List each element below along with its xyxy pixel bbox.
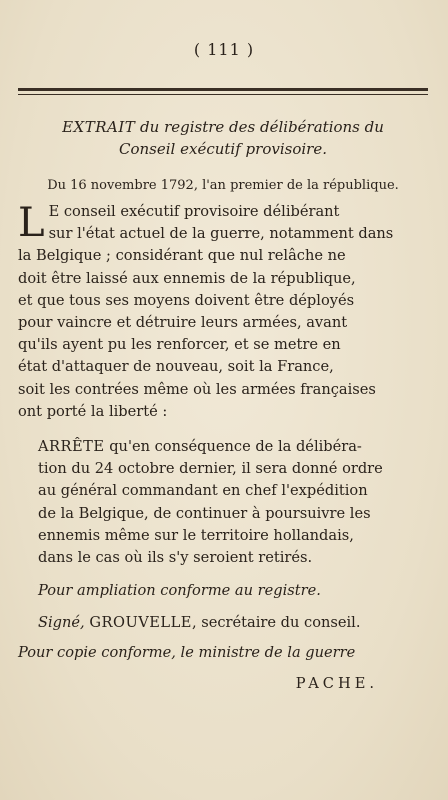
text-line-first [18, 436, 428, 458]
text-line: qu'ils ayent pu les renforcer, et se metre en [18, 336, 341, 354]
heading-line1: du registre des délibérations du [135, 118, 384, 136]
ampliation-line: Pour ampliation conforme au registre. [38, 582, 321, 599]
text-line: pour vaincre et détruire leurs armées, avant [18, 314, 348, 332]
copie-line: Pour copie conforme, le ministre de la guerre [18, 644, 356, 661]
text-line: au général commandant en chef l'expédition [38, 482, 368, 500]
text-line: et que tous ses moyens doivent être déployés [18, 291, 355, 309]
text-line: ont porté la liberté : [18, 402, 168, 420]
extract-heading [18, 116, 428, 160]
header-rule-thick [18, 88, 428, 91]
date-line: Du 16 novembre 1792, l'an premier de la république. [47, 178, 399, 193]
heading-extrait: EXTRAIT [62, 118, 136, 136]
text-line: état d'attaquer de nouveau, soit la France, [18, 358, 334, 376]
signer-title: , secrétaire du conseil. [191, 614, 361, 631]
text-line: tion du 24 octobre dernier, il sera donné ordre [38, 460, 383, 478]
drop-cap: L [18, 200, 45, 246]
text-line: ennemis même sur le territoire hollandais, [38, 526, 354, 544]
text-line: E conseil exécutif provisoire délibérant [48, 203, 340, 220]
signe-label: Signé, [38, 614, 85, 631]
header-rule-thin [18, 94, 428, 95]
text-line: doit être laissé aux ennemis de la république, [18, 269, 356, 287]
arrete-word: ARRÊTE [38, 438, 105, 455]
text-line: sur l'état actuel de la guerre, notamment dans [48, 225, 394, 243]
page-number: ( 111 ) [193, 40, 255, 59]
text-line: la Belgique ; considérant que nul relâche ne [18, 247, 346, 265]
minister-name: PACHE. [295, 675, 378, 692]
signer-name: GROUVELLE [89, 614, 192, 631]
text-line-rest: qu'en conséquence de la délibéra- [104, 438, 362, 455]
text-line: soit les contrées même où les armées françaises [18, 380, 376, 398]
paragraph-considerant [18, 201, 428, 423]
signature-grouvelle [18, 612, 428, 634]
text-line: de la Belgique, de continuer à poursuivre les [38, 504, 371, 522]
heading-line2: Conseil exécutif provisoire. [119, 140, 327, 158]
paragraph-arrete [18, 436, 428, 569]
text-line: dans le cas où ils s'y seroient retirés. [38, 549, 313, 567]
